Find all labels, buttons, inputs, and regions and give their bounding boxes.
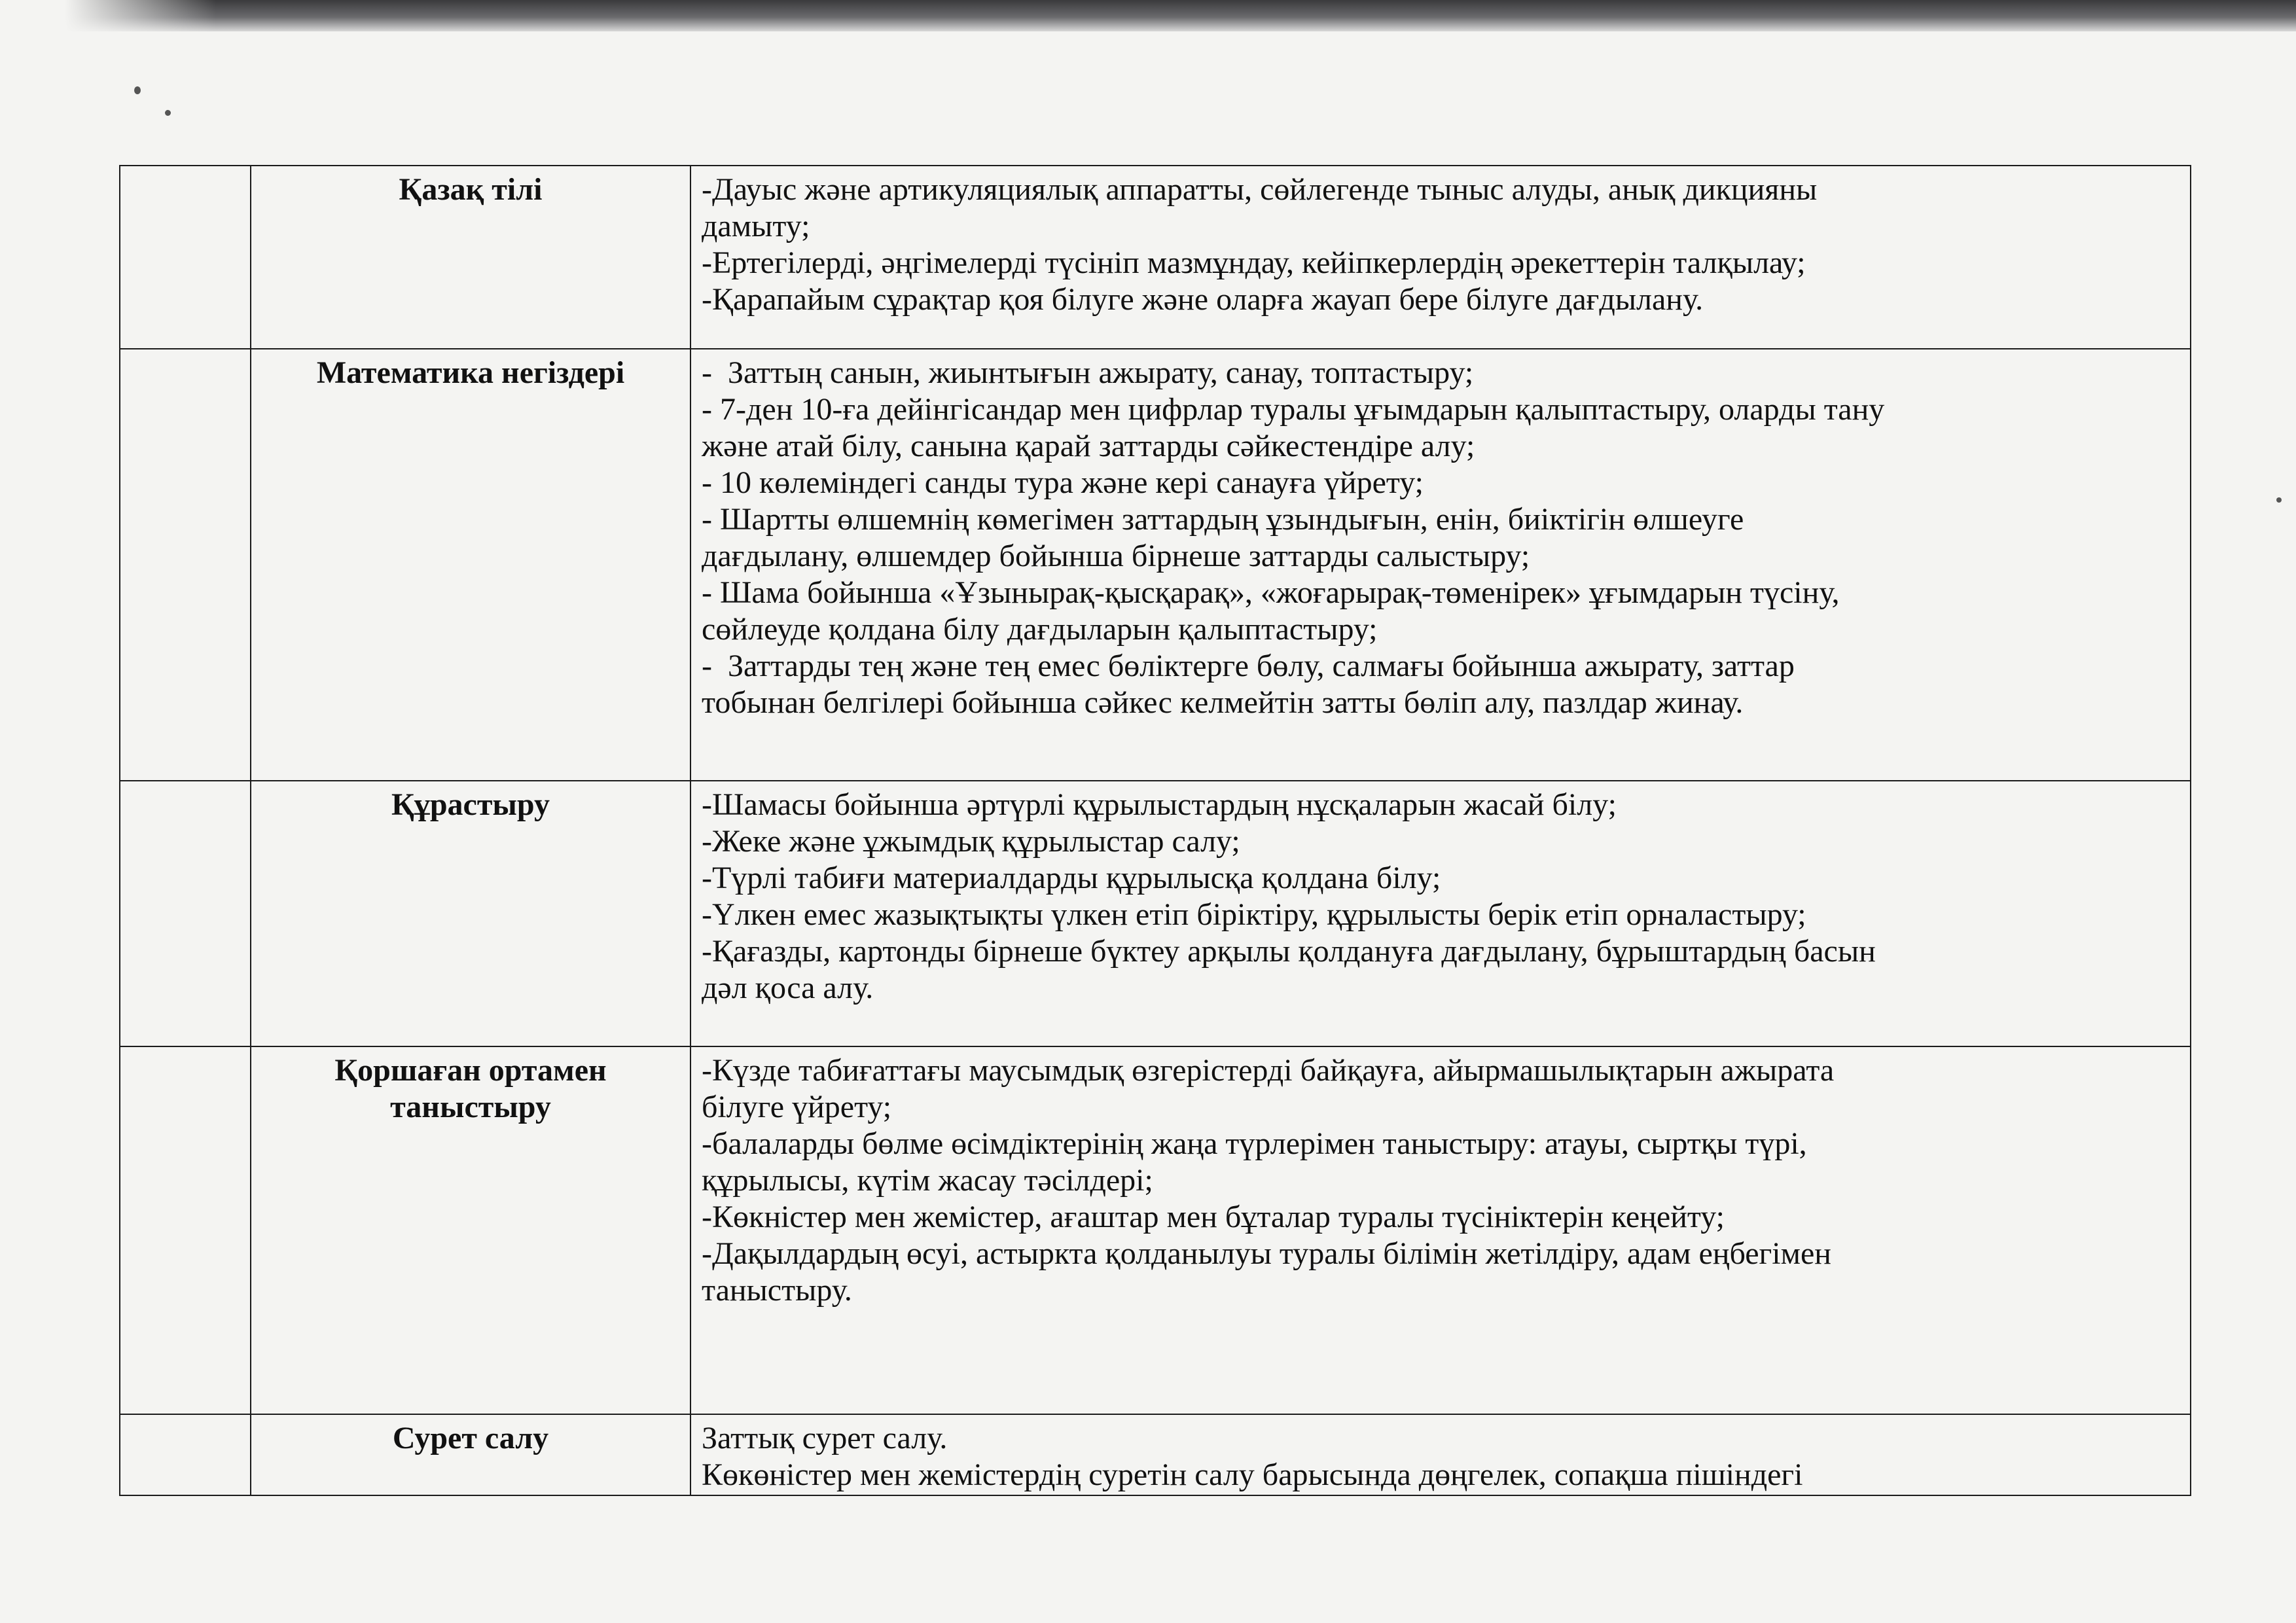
content-line: - 10 көлеміндегі санды тура және кері санауға үйрету; (702, 465, 1424, 500)
content-line: - 7-ден 10-ға дейінгісандар мен цифрлар туралы ұғымдарын қалыптастыру, оларды тану (702, 392, 1885, 427)
blank-cell (120, 166, 251, 349)
content-line: - Заттың санын, жиынтығын ажырату, санау, топтастыру; (702, 355, 1474, 390)
content-line: Көкөністер мен жемістердің суретін салу барысында дөңгелек, сопақша пішіндегі (702, 1457, 1803, 1492)
subject-label: Математика негіздері (316, 355, 625, 390)
table-row (120, 1046, 2191, 1414)
content-line: -Ертегілерді, әңгімелерді түсініп мазмұндау, кейіпкерлердің әрекеттерін талқылау; (702, 245, 1806, 280)
content-line: - Заттарды тең және тең емес бөліктерге бөлу, салмағы бойынша ажырату, заттар (702, 649, 1795, 683)
content-line: -Қағазды, картонды бірнеше бүктеу арқылы қолдануға дағдылану, бұрыштардың басын (702, 934, 1876, 969)
blank-cell (120, 349, 251, 781)
content-cell (691, 1046, 2191, 1414)
content-line: - Шартты өлшемнің көмегімен заттардың ұзындығын, енін, биіктігін өлшеуге (702, 502, 1744, 537)
content-line: тобынан белгілері бойынша сәйкес келмейтін затты бөліп алу, пазлдар жинау. (702, 685, 1744, 720)
content-line: -Күзде табиғаттағы маусымдық өзгерістерді байқауға, айырмашылықтарын ажырата (702, 1053, 1835, 1088)
table-row (120, 166, 2191, 349)
content-line: -Үлкен емес жазықтықты үлкен етіп біріктіру, құрылысты берік етіп орналастыру; (702, 897, 1806, 932)
content-line: таныстыру. (702, 1273, 852, 1308)
content-line: дамыту; (702, 209, 810, 243)
subject-label: Қазақ тілі (399, 172, 543, 207)
scan-speck (134, 86, 141, 94)
scan-edge-shadow (0, 0, 2296, 31)
table-row (120, 1414, 2191, 1495)
content-line: -Қарапайым сұрақтар қоя білуге және оларға жауап бере білуге дағдылану. (702, 282, 1704, 317)
subject-cell (251, 166, 691, 349)
table-row (120, 349, 2191, 781)
subject-cell (251, 1414, 691, 1495)
content-line: білуге үйрету; (702, 1090, 892, 1124)
curriculum-table (119, 165, 2191, 1496)
blank-cell (120, 1046, 251, 1414)
content-line: дағдылану, өлшемдер бойынша бірнеше заттарды салыстыру; (702, 539, 1530, 573)
subject-cell (251, 1046, 691, 1414)
content-line: -Түрлі табиғи материалдарды құрылысқа қолдана білу; (702, 861, 1441, 895)
content-line: - Шама бойынша «Ұзынырақ-қысқарақ», «жоғарырақ-төменірек» ұғымдарын түсіну, (702, 575, 1840, 610)
subject-label: Сурет салу (392, 1421, 549, 1455)
scan-edge-fade (0, 0, 216, 39)
subject-cell (251, 781, 691, 1046)
content-cell (691, 166, 2191, 349)
content-line: құрылысы, күтім жасау тәсілдері; (702, 1163, 1153, 1198)
subject-label: Құрастыру (391, 787, 550, 822)
content-line: сөйлеуде қолдана білу дағдыларын қалыптастыру; (702, 612, 1378, 647)
scan-speck (2276, 497, 2282, 503)
content-cell (691, 781, 2191, 1046)
scan-speck (165, 110, 171, 116)
blank-cell (120, 1414, 251, 1495)
content-line: -Дауыс және артикуляциялық аппаратты, сөйлегенде тыныс алуды, анық дикцияны (702, 172, 1818, 207)
content-line: және атай білу, санына қарай заттарды сәйкестендіре алу; (702, 429, 1475, 463)
subject-label: Қоршаған ортамен таныстыру (334, 1053, 607, 1124)
content-cell (691, 1414, 2191, 1495)
content-line: Заттық сурет салу. (702, 1421, 948, 1455)
content-line: -Дақылдардың өсуі, астыркта қолданылуы туралы білімін жетілдіру, адам еңбегімен (702, 1236, 1831, 1271)
content-cell (691, 349, 2191, 781)
content-line: -Шамасы бойынша әртүрлі құрылыстардың нұсқаларын жасай білу; (702, 787, 1617, 822)
subject-cell (251, 349, 691, 781)
blank-cell (120, 781, 251, 1046)
content-line: дәл қоса алу. (702, 971, 874, 1005)
content-line: -Жеке және ұжымдық құрылыстар салу; (702, 824, 1240, 859)
content-line: -балаларды бөлме өсімдіктерінің жаңа түрлерімен таныстыру: атауы, сыртқы түрі, (702, 1126, 1807, 1161)
table-row (120, 781, 2191, 1046)
content-line: -Көкністер мен жемістер, ағаштар мен бұталар туралы түсініктерін кеңейту; (702, 1200, 1725, 1234)
